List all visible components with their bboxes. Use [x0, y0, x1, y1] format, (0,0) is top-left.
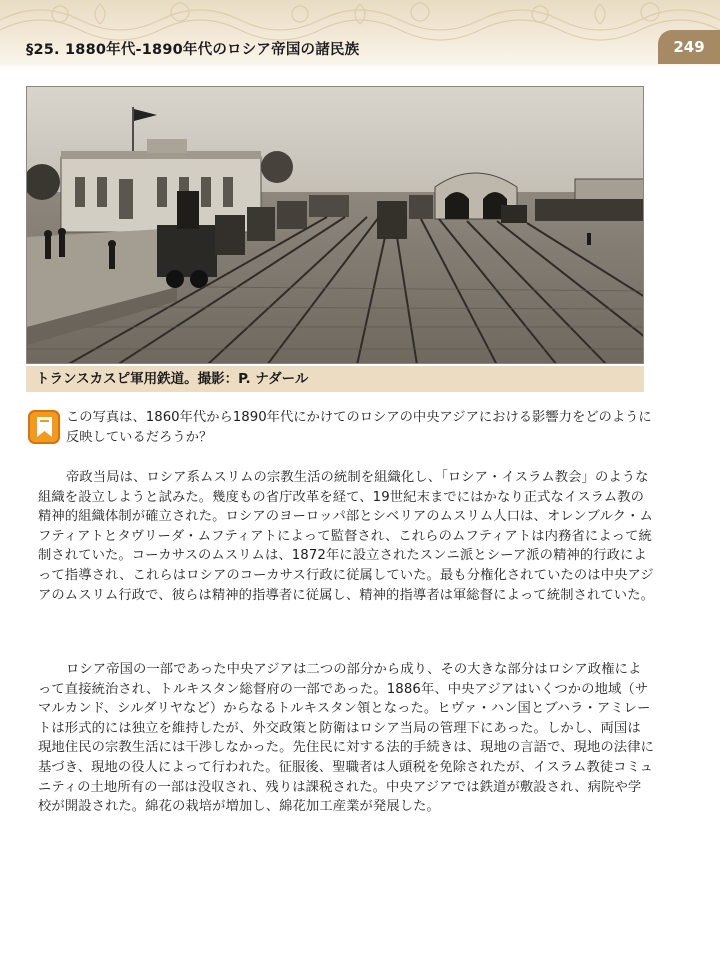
question-text: この写真は、1860年代から1890年代にかけてのロシアの中央アジアにおける影響力をどのように反映しているだろうか？: [66, 410, 652, 445]
figure-caption: トランスカスピ軍用鉄道。撮影：P. ナダール: [26, 366, 644, 392]
page-number: 249: [658, 30, 720, 64]
body-paragraph-2: ロシア帝国の一部であった中央アジアは二つの部分から成り、その大きな部分はロシア政権によって直接統治され、トルキスタン総督府の一部であった。1886年、中央アジアはいくつかの地域（サマルカンド、シルダリヤなど）からなるトルキスタン領となった。ヒヴァ・ハン国とブハラ・アミレートは形式的には独立を維持したが、外交政策と防衛はロシア当局の管理下にあった。しかし、両国は現地住民の宗教生活には干渉しなかった。先住民に対する法的手続きは、現地の言語で、現地の法律に基づき、現地の役人によって行われた。征服後、聖職者は人頭税を免除されたが、イスラム教徒コミュニティの土地所有の一部は没収され、残りは課税された。中央アジアでは鉄道が敷設され、病院や学校が開設された。綿花の栽培が増加し、綿花加工産業が発展した。: [38, 662, 654, 815]
page-header: [0, 0, 720, 66]
body-paragraph-1: 帝政当局は、ロシア系ムスリムの宗教生活の統制を組織化し、「ロシア・イスラム教会」のような組織を設立しようと試みた。幾度もの省庁改革を経て、19世紀末までにはかなり正式なイスラム教の精神的組織体制が確立された。ロシアのヨーロッパ部とシベリアのムスリム人口は、オレンブルク・ムフティアトとタヴリーダ・ムフティアトによって監督され、これらのムフティアトは内務省によって統制されていた。コーカサスのムスリムは、1872年に設立されたスンニ派とシーア派の精神的行政によって指導され、これらはロシアのコーカサス行政に従属していた。最も分権化されていたのは中央アジアのムスリム行政で、彼らは精神的指導者に従属し、精神的指導者は軍総督によって統制されていた。: [38, 470, 654, 603]
section-title: §25. 1880年代-1890年代のロシア帝国の諸民族: [26, 42, 360, 58]
railway-photo: [26, 86, 644, 364]
question-bookmark-icon: [28, 410, 60, 444]
